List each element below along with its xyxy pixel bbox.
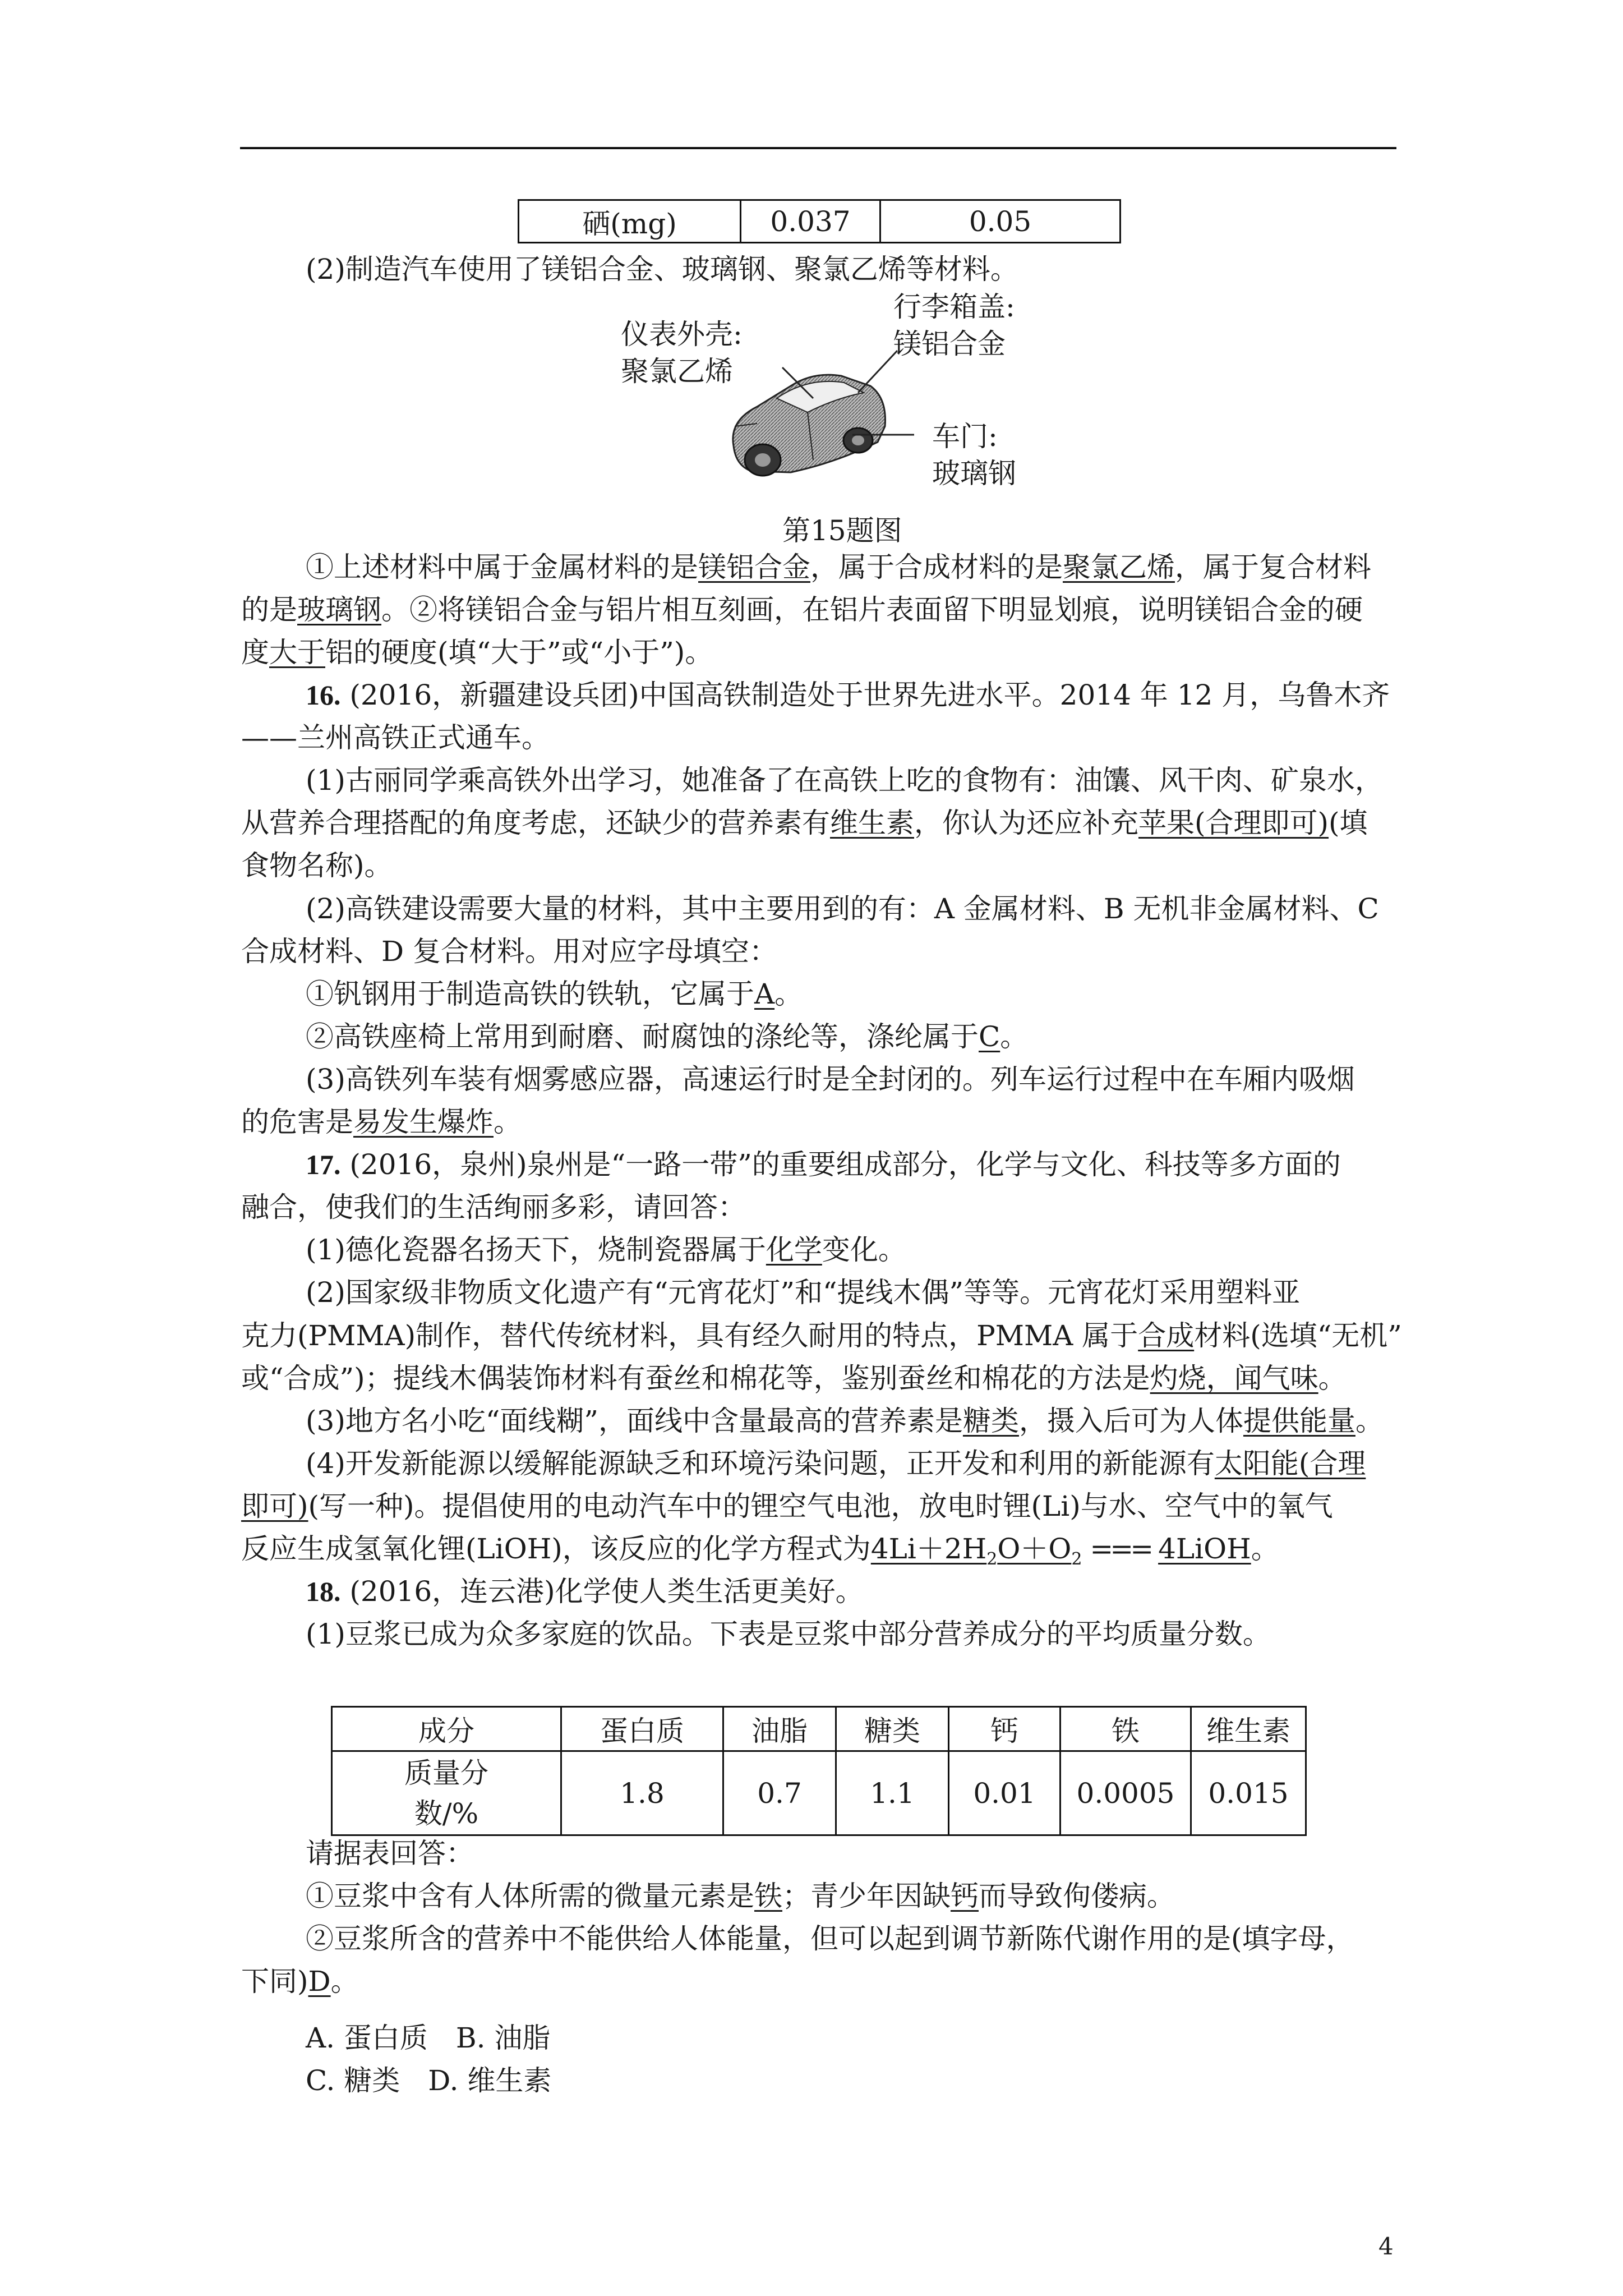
table-header: 铁 (1061, 1707, 1191, 1751)
q16-p1-line2 (241, 809, 1368, 837)
eq-subscript: 2 (1071, 1549, 1082, 1569)
q16-line2: ——兰州高铁正式通车。 (241, 721, 550, 754)
label-dashboard (621, 316, 743, 390)
q17-p4-line2 (241, 1492, 1333, 1520)
answer: 化学 (766, 1234, 822, 1266)
page-number: 4 (1378, 2233, 1394, 2260)
answer: 镁铝合金 (698, 551, 810, 583)
text: 。 (1355, 1405, 1384, 1437)
answer: C (979, 1020, 1000, 1053)
answer: 太阳能(合理 (1214, 1447, 1366, 1480)
text: (3)地方名小吃“面线糊”，面线中含量最高的营养素是 (306, 1405, 963, 1437)
q17-p4-line1 (306, 1447, 1366, 1480)
q16-p3-line2 (241, 1108, 522, 1136)
answer: 合成 (1138, 1319, 1195, 1352)
answer: D (308, 1965, 331, 1998)
text: (1)德化瓷器名扬天下，烧制瓷器属于 (306, 1234, 766, 1266)
soymilk-table (331, 1706, 1307, 1836)
header-rule (240, 147, 1396, 149)
table-header-row (332, 1707, 1306, 1751)
text: 反应生成氢氧化锂(LiOH)，该反应的化学方程式为 (241, 1533, 871, 1565)
table-header: 维生素 (1191, 1707, 1306, 1751)
question-number: 16. (306, 679, 341, 711)
answer: 玻璃钢 (297, 593, 381, 626)
answer: 糖类 (962, 1405, 1019, 1437)
text: 克力(PMMA)制作，替代传统材料，具有经久耐用的特点，PMMA 属于 (241, 1319, 1138, 1352)
eq-part: 4Li＋2H (870, 1533, 987, 1565)
text: 的危害是 (241, 1106, 353, 1138)
text: (2016，新疆建设兵团)中国高铁制造处于世界先进水平。2014 年 12 月，乌鲁木齐 (349, 679, 1390, 711)
table-cell: 硒(mg) (519, 200, 741, 243)
answer: 提供能量 (1243, 1405, 1355, 1437)
label-trunk (893, 288, 1015, 362)
q18-q2-line2 (241, 1965, 359, 1998)
text: 。 (1000, 1020, 1029, 1053)
text: ①上述材料中属于金属材料的是 (306, 551, 698, 583)
label-dashboard-line2: 聚氯乙烯 (621, 355, 733, 388)
q17-p2-line3 (241, 1362, 1347, 1395)
table-cell: 0.05 (880, 200, 1121, 243)
text: 。 (1251, 1533, 1279, 1565)
q16-p1-line3: 食物名称)。 (241, 849, 393, 882)
text: 。 (494, 1106, 522, 1138)
text: (4)开发新能源以缓解能源缺乏和环境污染问题，正开发和利用的新能源有 (306, 1447, 1215, 1480)
text: (填 (1329, 807, 1368, 839)
text: 的是 (241, 593, 297, 626)
row-label-line2: 数/% (414, 1797, 479, 1830)
table-cell: 0.01 (949, 1751, 1061, 1835)
text: ①豆浆中含有人体所需的微量元素是 (306, 1880, 754, 1912)
text: 或“合成”)；提线木偶装饰材料有蚕丝和棉花等，鉴别蚕丝和棉花的方法是 (241, 1362, 1150, 1395)
answer: 维生素 (830, 807, 914, 839)
q16-p2-line1: (2)高铁建设需要大量的材料，其中主要用到的有：A 金属材料、B 无机非金属材料、C (306, 892, 1379, 925)
q18-options-line1: A. 蛋白质 B. 油脂 (306, 2022, 551, 2054)
table-cell: 1.8 (561, 1751, 723, 1835)
text: 下同) (241, 1965, 308, 1998)
answer: 聚氯乙烯 (1063, 551, 1175, 583)
q17-p4-line3 (241, 1535, 1279, 1568)
q17-p3 (306, 1407, 1384, 1435)
table-cell: 0.037 (741, 200, 880, 243)
table-header: 糖类 (836, 1707, 949, 1751)
label-door-line2: 玻璃钢 (932, 457, 1016, 490)
q15-line1 (306, 553, 1371, 581)
question-number: 17. (306, 1149, 341, 1180)
text: 度 (241, 636, 269, 669)
row-label-line1: 质量分 (404, 1756, 488, 1789)
table-header: 油脂 (723, 1707, 836, 1751)
q17-p2-line1: (2)国家级非物质文化遗产有“元宵花灯”和“提线木偶”等等。元宵花灯采用塑料亚 (306, 1276, 1301, 1309)
eq-subscript: 2 (986, 1549, 998, 1569)
q16-p2-line2: 合成材料、D 复合材料。用对应字母填空： (241, 935, 777, 968)
eq-part: 4LiOH (1158, 1533, 1251, 1565)
table-cell: 0.0005 (1061, 1751, 1191, 1835)
text: 。 (1318, 1362, 1347, 1395)
q17-p2-line2 (241, 1319, 1402, 1352)
q17-line2: 融合，使我们的生活绚丽多彩，请回答： (241, 1191, 746, 1223)
answer: 灼烧，闻气味 (1150, 1362, 1318, 1395)
q16-p3-line1: (3)高铁列车装有烟雾感应器，高速运行时是全封闭的。列车运行过程中在车厢内吸烟 (306, 1063, 1355, 1096)
answer: 苹果(合理即可) (1138, 807, 1329, 839)
text: ，属于合成材料的是 (810, 551, 1063, 583)
text: 铝的硬度(填“大于”或“小于”)。 (325, 636, 713, 669)
text: ②高铁座椅上常用到耐磨、耐腐蚀的涤纶等，涤纶属于 (306, 1020, 979, 1053)
table-header: 成分 (332, 1707, 561, 1751)
q18-p1: (1)豆浆已成为众多家庭的饮品。下表是豆浆中部分营养成分的平均质量分数。 (306, 1618, 1271, 1650)
text: 而导致佝偻病。 (979, 1880, 1175, 1912)
text: 。 (774, 978, 803, 1010)
text: (2016，连云港)化学使人类生活更美好。 (349, 1575, 864, 1608)
text: 。 (330, 1965, 359, 1998)
eq-part: O＋O (997, 1533, 1072, 1565)
q17-line1 (306, 1148, 1341, 1181)
table-row (332, 1751, 1306, 1835)
text: 变化。 (822, 1234, 906, 1266)
text: ，属于复合材料 (1175, 551, 1371, 583)
answer: 铁 (754, 1880, 782, 1912)
q16-line1 (306, 681, 1390, 709)
table-row (519, 200, 1121, 243)
q18-prompt: 请据表回答： (306, 1837, 474, 1870)
q18-q2-line1: ②豆浆所含的营养中不能供给人体能量，但可以起到调节新陈代谢作用的是(填字母， (306, 1922, 1354, 1955)
text: 材料(选填“无机” (1194, 1319, 1402, 1352)
text: ；青少年因缺 (782, 1880, 951, 1912)
label-trunk-line2: 镁铝合金 (893, 328, 1006, 360)
answer: A (754, 978, 775, 1010)
answer: 大于 (269, 636, 325, 669)
label-door-line1: 车门: (932, 420, 998, 453)
text: 从营养合理搭配的角度考虑，还缺少的营养素有 (241, 807, 830, 839)
chemical-equation (870, 1533, 1082, 1569)
text: ①钒钢用于制造高铁的铁轨，它属于 (306, 978, 754, 1010)
label-door (932, 418, 1016, 492)
table-header: 蛋白质 (561, 1707, 723, 1751)
q18-q1 (306, 1882, 1175, 1910)
table-cell: 0.015 (1191, 1751, 1306, 1835)
answer: 钙 (951, 1880, 979, 1912)
q15-part2: (2)制造汽车使用了镁铝合金、玻璃钢、聚氯乙烯等材料。 (306, 253, 1018, 286)
answer: 即可) (241, 1490, 308, 1522)
q15-line3 (241, 636, 713, 669)
q16-p1-line1: (1)古丽同学乘高铁外出学习，她准备了在高铁上吃的食物有：油馕、风干肉、矿泉水， (306, 764, 1383, 797)
question-number: 18. (306, 1576, 341, 1607)
text: (写一种)。提倡使用的电动汽车中的锂空气电池，放电时锂(Li)与水、空气中的氧气 (308, 1490, 1333, 1522)
label-trunk-line1: 行李箱盖: (893, 291, 1015, 323)
text: ，你认为还应补充 (914, 807, 1138, 839)
text: 。②将镁铝合金与铝片相互刻画，在铝片表面留下明显划痕，说明镁铝合金的硬 (381, 593, 1363, 626)
text: (2016，泉州)泉州是“一路一带”的重要组成部分，化学与文化、科技等多方面的 (349, 1148, 1341, 1181)
answer: 易发生爆炸 (353, 1106, 494, 1138)
table-header: 钙 (949, 1707, 1061, 1751)
label-dashboard-line1: 仪表外壳: (621, 318, 743, 351)
text: ，摄入后可为人体 (1018, 1405, 1243, 1437)
q15-line2 (241, 593, 1363, 626)
q18-options-line2: C. 糖类 D. 维生素 (306, 2064, 552, 2097)
q16-p2-q2 (306, 1020, 1029, 1053)
table-cell: 0.7 (723, 1751, 836, 1835)
table-row-label (332, 1751, 561, 1835)
selenium-table (518, 199, 1121, 243)
eq-arrow: === (1090, 1533, 1151, 1565)
q16-p2-q1 (306, 980, 803, 1008)
q17-p1 (306, 1236, 906, 1264)
table-cell: 1.1 (836, 1751, 949, 1835)
figure-caption: 第15题图 (782, 514, 902, 547)
q18-line1 (306, 1575, 864, 1608)
